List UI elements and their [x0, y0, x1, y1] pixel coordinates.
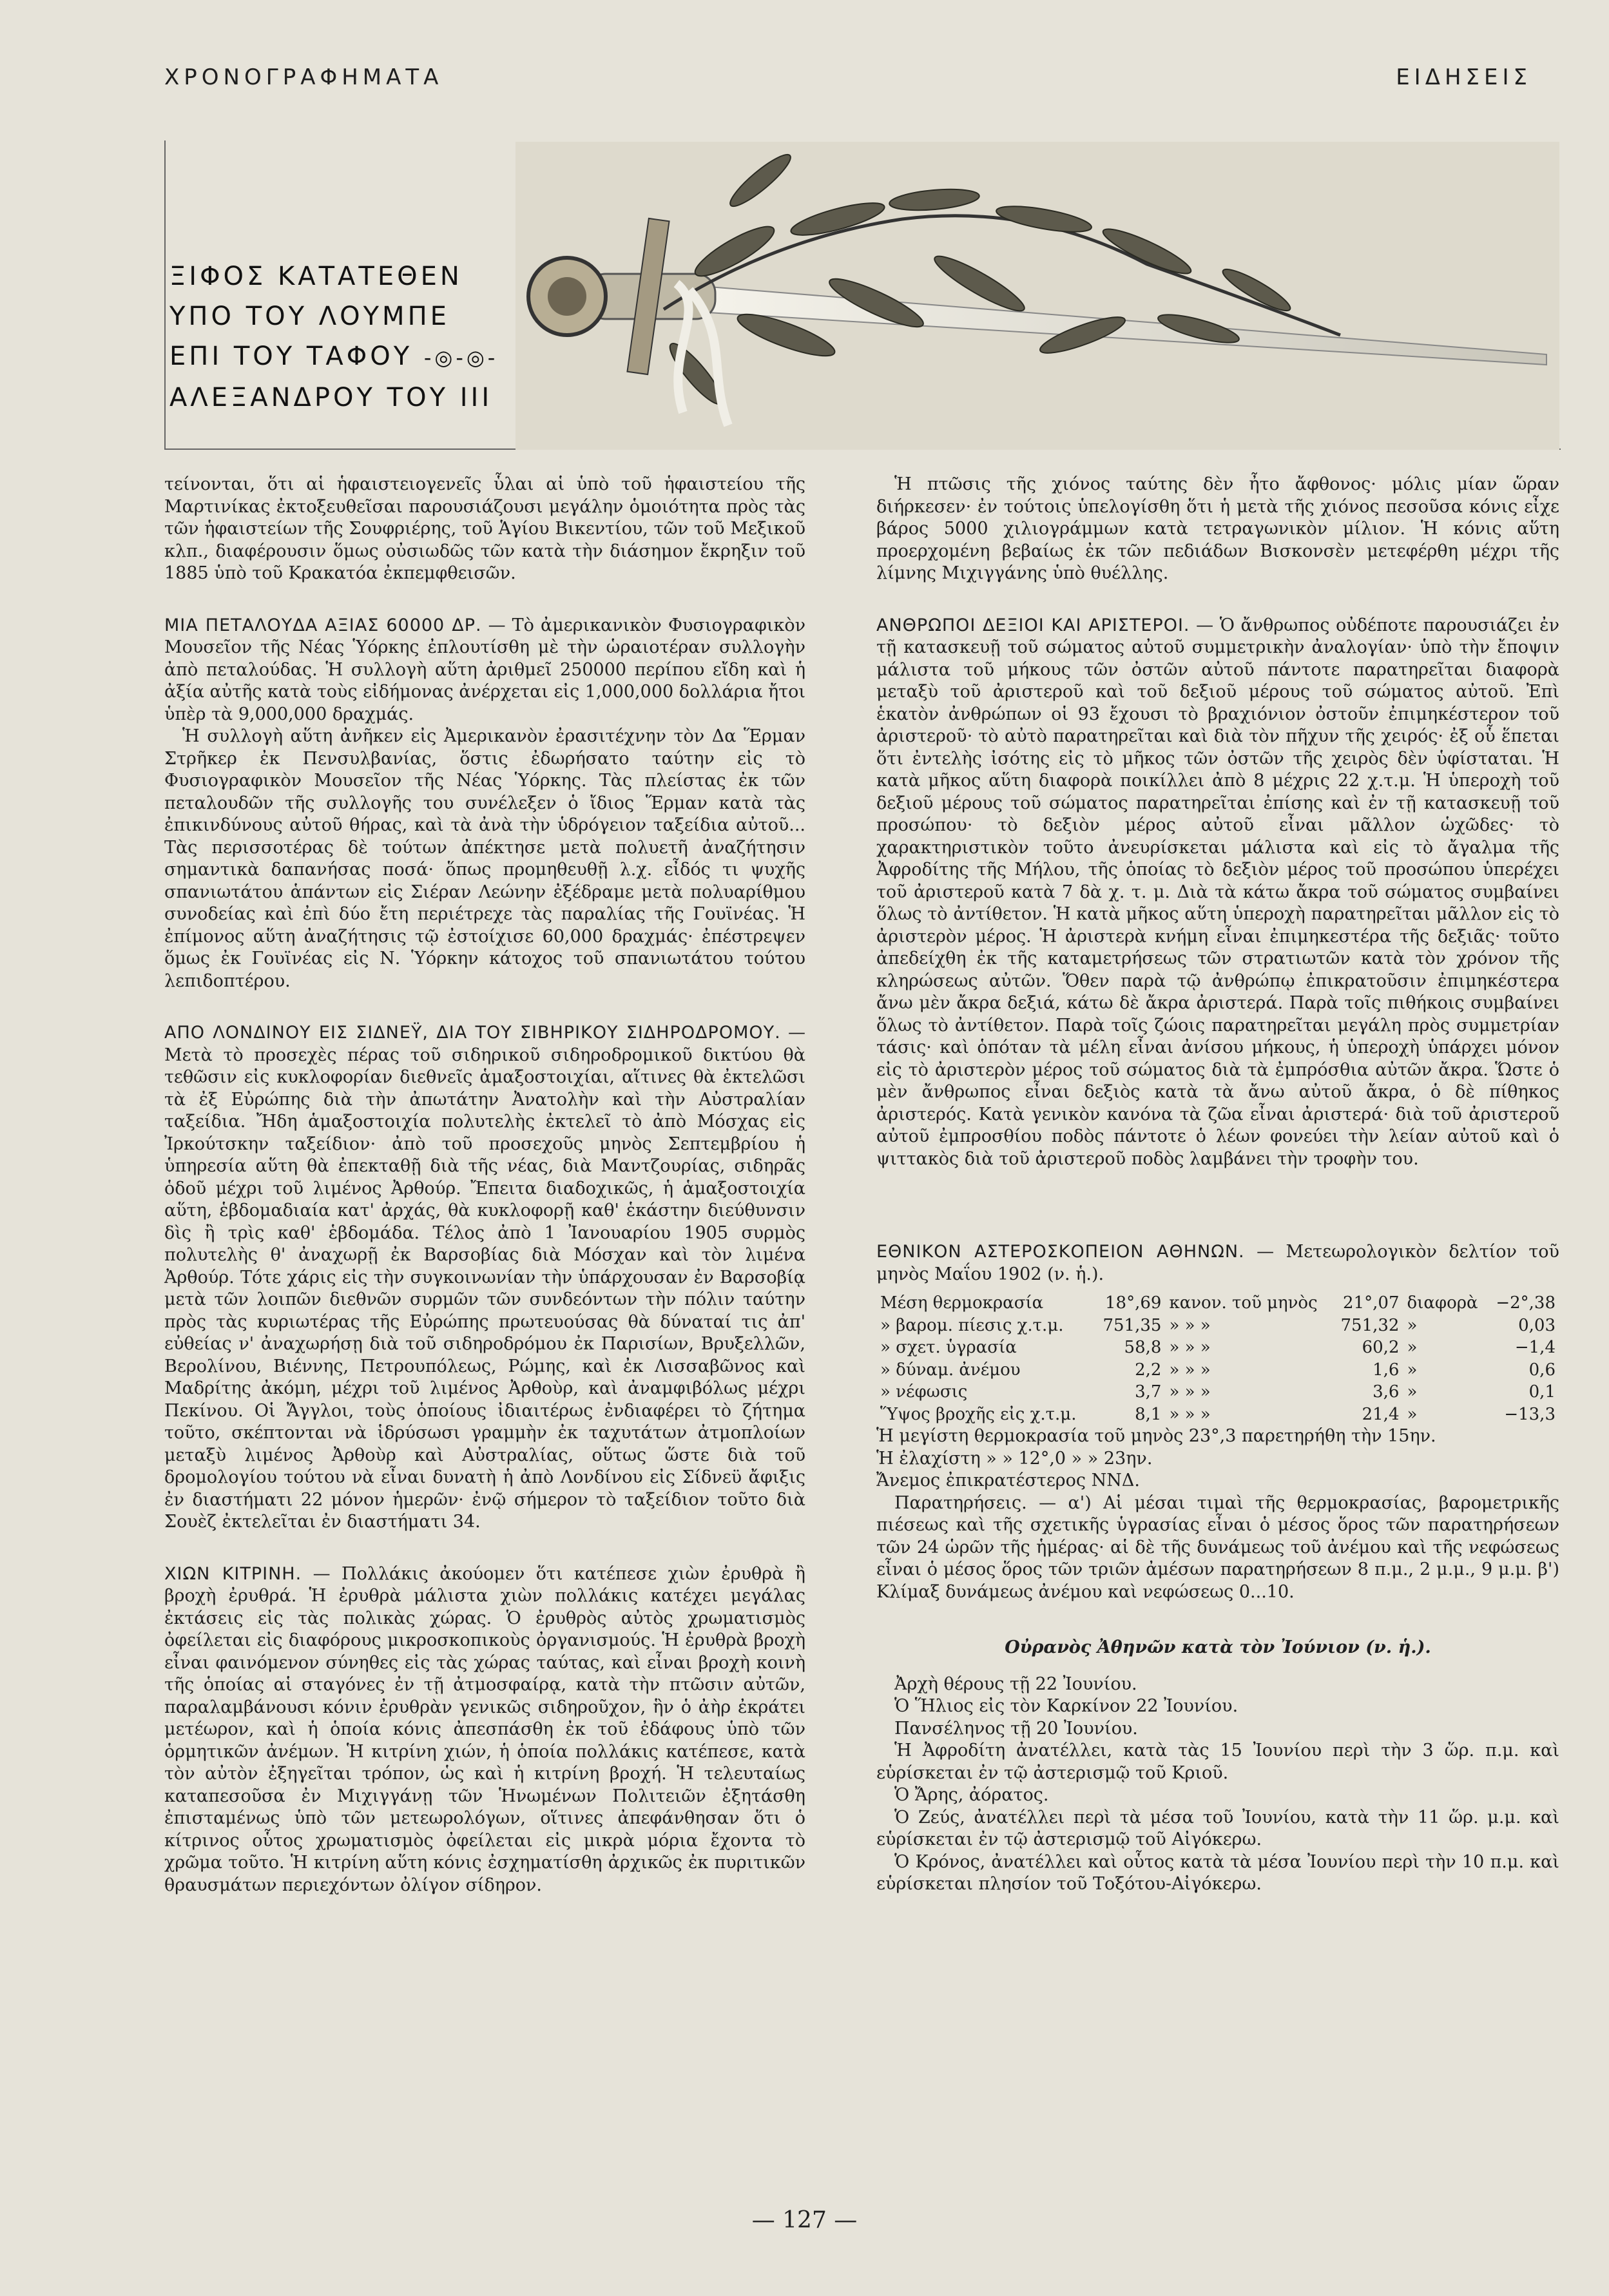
weather-cell: 3,6 [1373, 1382, 1400, 1402]
sky-line: Ἡ Ἀφροδίτη ἀνατέλλει, κατὰ τὰς 15 Ἰουνίου περὶ τὴν 3 ὥρ. π.μ. καὶ εὑρίσκεται ἐν τῷ ἀστερισμῷ τοῦ Κριοῦ. [876, 1741, 1559, 1783]
running-header-left: ΧΡΟΝΟΓΡΑΦΗΜΑΤΑ [164, 64, 443, 90]
sword-icon [515, 142, 1559, 450]
weather-cell: −13,3 [1504, 1404, 1556, 1424]
sword-caption-line: ΑΛΕΞΑΝΔΡΟΥ ΤΟΥ ΙΙΙ [169, 383, 493, 412]
weather-cell: 58,8 [1124, 1338, 1162, 1357]
sky-line: Ὁ Ἥλιος εἰς τὸν Καρκίνον 22 Ἰουνίου. [894, 1696, 1238, 1716]
weather-cell: 21,4 [1362, 1404, 1400, 1424]
weather-cell: 60,2 [1362, 1338, 1400, 1357]
weather-cell: −1,4 [1514, 1338, 1556, 1357]
left-intro-paragraph: τείνονται, ὅτι αἱ ἡφαιστειογενεῖς ὗλαι αἱ ὑπὸ τοῦ ἡφαιστείου τῆς Μαρτινίκας ἐκτοξευθεῖσαι παρουσιάζουσι μεγάλην ὁμοιότητα πρὸς τὰς τῶν ἡφαιστείων τῆς Σουφριέρης, τοῦ Ἁγίου Βικεντίου, τῶν τοῦ Μεξικοῦ κλπ., διαφέρουσιν ὅμως οὐσιωδῶς τῶν κατὰ τὴν διάσημον ἔκρηξιν τοῦ 1885 ὑπὸ τοῦ Κρακατόα ἐκπεμφθεισῶν. [164, 474, 805, 583]
weather-cell: 751,35 [1103, 1315, 1162, 1335]
sword-caption-line: ΥΠΟ ΤΟΥ ΛΟΥΜΠΕ [169, 302, 450, 331]
weather-cell: » » » [1169, 1382, 1211, 1402]
railway-paragraph: Μετὰ τὸ προσεχὲς πέρας τοῦ σιδηρικοῦ σιδηροδρομικοῦ δικτύου θὰ τεθῶσιν εἰς κυκλοφορίαν διεθνεῖς ἁμαξοστοιχίαι, αἵτινες θὰ ἐκτελῶσι τὰ ἐξ Εὐρώπης διὰ τὴν ἀπωτάτην Ἀνατολὴν καὶ τὴν Αὐστραλίαν ταξείδια. Ἤδη ἁμαξοστοιχία πολυτελὴς ἐκτελεῖ τὸ ἀπὸ Μόσχας εἰς Ἰρκούτσκην ταξείδιον· ἀπὸ τοῦ προσεχοῦς μηνὸς Σεπτεμβρίου ἡ ὑπηρεσία αὕτη θὰ ἐπεκταθῇ διὰ τῆς νέας, διὰ Μαντζουρίας, σιδηρᾶς ὁδοῦ μέχρι τοῦ λιμένος Ἀρθούρ. Ἔπειτα διαδοχικῶς, ἡ ἁμαξοστοιχία αὕτη, ἑβδομαδιαία κατ' ἀρχάς, θὰ κυκλοφορῇ καθ' ἑκάστην διεύθυνσιν δὶς ἢ τρὶς καθ' ἑβδομάδα. Τέλος ἀπὸ 1 Ἰανουαρίου 1905 συρμὸς πολυτελὴς θ' ἀναχωρῇ ἐκ Βαρσοβίας διὰ Μόσχαν καὶ τὸν λιμένα Ἀρθούρ. Τότε χάρις εἰς τὴν συγκοινωνίαν τὴν ὑπάρχουσαν ἐν Βαρσοβίᾳ μετὰ τῶν λοιπῶν διεθνῶν συρμῶν τῶν συνδεόντων τὴν πόλιν ταύτην πρὸς τὰς κυριωτέρας τῆς Εὐρώπης πρωτευούσας θὰ δύναταί τις ἀπ' εὐθείας ν' ἀναχωρήσῃ διὰ τοῦ σιδηροδρόμου ἐκ Παρισίων, Βρυξελλῶν, Βερολίνου, Βιέννης, Πετρουπόλεως, Ρώμης, καὶ ἐκ Λισσαβῶνος καὶ Μαδρίτης ἀκόμη, μέχρι τοῦ λιμένος Ἀρθοὺρ, καὶ ἀναμφιβόλως μέχρι Πεκίνου. Οἱ Ἄγγλοι, τοὺς ὁποίους ἰδιαιτέρως ἐνδιαφέρει τὸ ζήτημα τοῦτο, σκέπτονται νὰ ἱδρύσωσι γραμμὴν ἐκ ταχυτάτων ἀτμοπλοίων μεταξὺ λιμένος Ἀρθοὺρ καὶ Αὐστραλίας, οὕτως ὥστε διὰ τοῦ δρομολογίου τούτου νὰ εἶναι δυνατὴ ἡ ἀπὸ Λονδίνου εἰς Σίδνεϋ ἄφιξις ἐν διαστήματι 22 μόνον ἡμερῶν· ἐνῷ σήμερον τὸ ταξείδιον τοῦτο διὰ Σουὲζ ἐκτελεῖται ἐν διαστήματι 34. [164, 1045, 805, 1532]
weather-row [876, 1292, 1559, 1315]
prevailing-wind-line: Ἄνεμος ἐπικρατέστερος ΝΝΔ. [876, 1471, 1140, 1490]
railway-article: ΑΠΟ ΛΟΝΔΙΝΟΥ ΕΙΣ ΣΙΔΝΕΫ, ΔΙΑ ΤΟΥ ΣΙΒΗΡΙΚΟΥ ΣΙΔΗΡΟΔΡΟΜΟΥ. — Μετὰ τὸ προσεχὲς πέρας τοῦ σιδηρικοῦ σιδηροδρομικοῦ δικτύου θὰ τεθῶσιν εἰς κυκλοφορίαν διεθνεῖς ἁμαξοστοιχίαι, αἵτινες θὰ ἐκτελῶσι τὰ ἐξ Εὐρώπης διὰ τὴν ἀπωτάτην Ἀνατολὴν καὶ τὴν Αὐστραλίαν ταξείδια. Ἤδη ἁμαξοστοιχία πολυτελὴς ἐκτελεῖ τὸ ἀπὸ Μόσχας εἰς Ἰρκούτσκην ταξείδιον· ἀπὸ τοῦ προσεχοῦς μηνὸς Σεπτεμβρίου ἡ ὑπηρεσία αὕτη θὰ ἐπεκταθῇ διὰ τῆς νέας, διὰ Μαντζουρίας, σιδηρᾶς ὁδοῦ μέχρι τοῦ λιμένος Ἀρθούρ. Ἔπειτα διαδοχικῶς, ἡ ἁμαξοστοιχία αὕτη, ἑβδομαδιαία κατ' ἀρχάς, θὰ κυκλοφορῇ καθ' ἑκάστην διεύθυνσιν δὶς ἢ τρὶς καθ' ἑβδομάδα. Τέλος ἀπὸ 1 Ἰανουαρίου 1905 συρμὸς πολυτελὴς θ' ἀναχωρῇ ἐκ Βαρσοβίας διὰ Μόσχαν καὶ τὸν λιμένα Ἀρθούρ. Τότε χάρις εἰς τὴν συγκοινωνίαν τὴν ὑπάρχουσαν ἐν Βαρσοβίᾳ μετὰ τῶν λοιπῶν διεθνῶν συρμῶν τῶν συνδεόντων τὴν πόλιν ταύτην πρὸς τὰς κυριωτέρας τῆς Εὐρώπης πρωτευούσας θὰ δύναταί τις ἀπ' εὐθείας ν' ἀναχωρήσῃ διὰ τοῦ σιδηροδρόμου ἐκ Παρισίων, Βρυξελλῶν, Βερολίνου, Βιέννης, Πετρουπόλεως, Ρώμης, καὶ ἐκ Λισσαβῶνος καὶ Μαδρίτης ἀκόμη, μέχρι τοῦ λιμένος Ἀρθοὺρ, καὶ ἀναμφιβόλως μέχρι Πεκίνου. Οἱ Ἄγγλοι, τοὺς ὁποίους ἰδιαιτέρως ἐνδιαφέρει τὸ ζήτημα τοῦτο, σκέπτονται νὰ ἱδρύσωσι γραμμὴν ἐκ ταχυτάτων ἀτμοπλοίων μεταξὺ λιμένος Ἀρθοὺρ καὶ Αὐστραλίας, οὕτως ὥστε διὰ τοῦ δρομολογίου τούτου νὰ εἶναι δυνατὴ ἡ ἀπὸ Λονδίνου εἰς Σίδνεϋ ἄφιξις ἐν διαστήματι 22 μόνον ἡμερῶν· ἐνῷ σήμερον τὸ ταξείδιον τοῦτο διὰ Σουὲζ ἐκτελεῖται ἐν διαστήματι 34. [164, 1023, 805, 1532]
weather-cell: 2,2 [1135, 1360, 1162, 1380]
sky-line: Πανσέληνος τῇ 20 Ἰουνίου. [894, 1718, 1138, 1739]
page-number: — 127 — [751, 2207, 858, 2233]
weather-cell: » » » [1169, 1404, 1211, 1424]
weather-cell: Ὕψος βροχῆς εἰς χ.τ.μ. [880, 1404, 1077, 1424]
sword-caption-line: ΕΠΙ ΤΟΥ ΤΑΦΟΥ -◎-◎- [169, 342, 499, 371]
sword-caption [169, 256, 498, 418]
weather-cell: 1,6 [1373, 1360, 1400, 1380]
weather-cell: » δύναμ. ἀνέμου [880, 1360, 1021, 1380]
weather-cell: » » » [1169, 1338, 1211, 1357]
observatory-title: ΕΘΝΙΚΟΝ ΑΣΤΕΡΟΣΚΟΠΕΙΟΝ ΑΘΗΝΩΝ. [876, 1242, 1245, 1262]
right-column [876, 474, 1559, 1896]
weather-row [876, 1336, 1559, 1359]
yellow-snow-paragraph: Πολλάκις ἀκούομεν ὅτι κατέπεσε χιὼν ἐρυθρὰ ἢ βροχὴ ἐρυθρά. Ἡ ἐρυθρὰ μάλιστα χιὼν πολλάκις κατέχει μεγάλας ἐκτάσεις εἰς τὰς πολικὰς χώρας. Ὁ ἐρυθρὸς αὐτὸς χρωματισμὸς ὀφείλεται εἰς διαφόρους μικροσκοπικοὺς ὀργανισμούς. Ἡ ἐρυθρὰ βροχὴ εἶναι φαινόμενον σύνηθες εἰς τὰς χώρας ταύτας, καὶ εἶναι βροχὴ κοινὴ τῆς ὁποίας αἱ σταγόνες ἐν τῇ ἀτμοσφαίρᾳ, κατὰ τὴν πτῶσιν αὐτῶν, παραλαμβάνουσι κόνιν ἐρυθρὰν γενικῶς σιδηροῦχον, ἣν ὁ ἀὴρ ἐκράτει μετέωρον, καὶ ἡ ὁποία κόνις ἀπεσπάσθη ἐκ τοῦ ἐδάφους ὑπὸ τῶν ὁρμητικῶν ἀνέμων. Ἡ κιτρίνη χιών, ἡ ὁποία πολλάκις κατέπεσε, κατὰ τὸν αὐτὸν ἐξηγεῖται τρόπον, ὡς καὶ ἡ κιτρίνη βροχή. Ἡ τελευταίως καταπεσοῦσα ἐν Μιχιγγάνῃ τῶν Ἡνωμένων Πολιτειῶν ἐξητάσθη ἐπισταμένως ὑπὸ τῶν μετεωρολόγων, οἵτινες ἀπεφάνθησαν ὅτι ὁ κίτρινος οὗτος χρωματισμὸς ὀφείλεται εἰς μικρὰ μόρια ἔχοντα τὸ χρῶμα τοῦτο. Ἡ κιτρίνη αὕτη κόνις ἐσχηματίσθη ἀρχικῶς ἐκ πυριτικῶν θραυσμάτων περιεχόντων ὀλίγον σίδηρον. [164, 1563, 805, 1895]
weather-cell: » [1407, 1404, 1418, 1424]
weather-cell: » [1407, 1382, 1418, 1402]
sky-lines [876, 1674, 1559, 1896]
min-temperature-line: Ἡ ἐλαχίστη » » 12°,0 » » 23ην. [876, 1448, 1153, 1469]
weather-cell: 0,03 [1518, 1315, 1556, 1335]
sky-article [876, 1637, 1559, 1896]
weather-row [876, 1404, 1559, 1426]
weather-cell: 18°,69 [1105, 1293, 1162, 1313]
weather-cell: 21°,07 [1343, 1293, 1400, 1313]
weather-cell: » νέφωσις [880, 1382, 968, 1402]
weather-cell: −2°,38 [1496, 1293, 1556, 1313]
weather-cell: 0,1 [1528, 1382, 1556, 1402]
butterfly-title: ΜΙΑ ΠΕΤΑΛΟΥΔΑ ΑΞΙΑΣ 60000 ΔΡ. [164, 615, 482, 635]
weather-cell: κανον. τοῦ μηνὸς [1169, 1293, 1318, 1313]
railway-title: ΑΠΟ ΛΟΝΔΙΝΟΥ ΕΙΣ ΣΙΔΝΕΫ, ΔΙΑ ΤΟΥ ΣΙΒΗΡΙΚΟΥ ΣΙΔΗΡΟΔΡΟΜΟΥ. [164, 1023, 781, 1043]
observatory-note: Παρατηρήσεις. — α') Αἱ μέσαι τιμαὶ τῆς θερμοκρασίας, βαρομετρικῆς πιέσεως καὶ τῆς σχετικῆς ὑγρασίας εἶναι ὁ μέσος ὅρος τῶν παρατηρήσεων τῶν 24 ὡρῶν τῆς ἡμέρας· αἱ δὲ τῆς δυνάμεως τοῦ ἀνέμου καὶ τῆς νεφώσεως εἶναι ὁ μέσος ὅρος τῶν τριῶν ἀμέσων παρατηρήσεων 8 π.μ., 2 μ.μ., 9 μ.μ. β') Κλίμαξ δυνάμεως ἀνέμου καὶ νεφώσεως 0...10. [876, 1492, 1559, 1602]
yellow-snow-title: ΧΙΩΝ ΚΙΤΡΙΝΗ. [164, 1563, 302, 1584]
weather-cell: 3,7 [1135, 1382, 1162, 1402]
max-temperature-line: Ἡ μεγίστη θερμοκρασία τοῦ μηνὸς 23°,3 παρετηρήθη τὴν 15ην. [876, 1426, 1436, 1446]
weather-cell: Μέση θερμοκρασία [880, 1293, 1044, 1313]
yellow-snow-article: ΧΙΩΝ ΚΙΤΡΙΝΗ. — Πολλάκις ἀκούομεν ὅτι κατέπεσε χιὼν ἐρυθρὰ ἢ βροχὴ ἐρυθρά. Ἡ ἐρυθρὰ μάλιστα χιὼν πολλάκις κατέχει μεγάλας ἐκτάσεις εἰς τὰς πολικὰς χώρας. Ὁ ἐρυθρὸς αὐτὸς χρωματισμὸς ὀφείλεται εἰς διαφόρους μικροσκοπικοὺς ὀργανισμούς. Ἡ ἐρυθρὰ βροχὴ εἶναι φαινόμενον σύνηθες εἰς τὰς χώρας ταύτας, καὶ εἶναι βροχὴ κοινὴ τῆς ὁποίας αἱ σταγόνες ἐν τῇ ἀτμοσφαίρᾳ, κατὰ τὴν πτῶσιν αὐτῶν, παραλαμβάνουσι κόνιν ἐρυθρὰν γενικῶς σιδηροῦχον, ἣν ὁ ἀὴρ ἐκράτει μετέωρον, καὶ ἡ ὁποία κόνις ἀπεσπάσθη ἐκ τοῦ ἐδάφους ὑπὸ τῶν ὁρμητικῶν ἀνέμων. Ἡ κιτρίνη χιών, ἡ ὁποία πολλάκις κατέπεσε, κατὰ τὸν αὐτὸν ἐξηγεῖται τρόπον, ὡς καὶ ἡ κιτρίνη βροχή. Ἡ τελευταίως καταπεσοῦσα ἐν Μιχιγγάνῃ τῶν Ἡνωμένων Πολιτειῶν ἐξητάσθη ἐπισταμένως ὑπὸ τῶν μετεωρολόγων, οἵτινες ἀπεφάνθησαν ὅτι ὁ κίτρινος οὗτος χρωματισμὸς ὀφείλεται εἰς μικρὰ μόρια ἔχοντα τὸ χρῶμα τοῦτο. Ἡ κιτρίνη αὕτη κόνις ἐσχηματίσθη ἀρχικῶς ἐκ πυριτικῶν θραυσμάτων περιεχόντων ὀλίγον σίδηρον. [164, 1563, 805, 1895]
sword-photograph [515, 142, 1559, 450]
weather-row [876, 1381, 1559, 1404]
weather-cell: 8,1 [1135, 1404, 1162, 1424]
weather-row [876, 1315, 1559, 1337]
sword-caption-line: ΞΙΦΟΣ ΚΑΤΑΤΕΘΕΝ [169, 262, 463, 291]
weather-cell: » [1407, 1360, 1418, 1380]
butterfly-paragraph-1: Τὸ ἀμερικανικὸν Φυσιογραφικὸν Μουσεῖον τῆς Νέας Ὑόρκης ἐπλουτίσθη μὲ τὴν ὡραιοτέραν συλλογὴν ἀπὸ πεταλούδας. Ἡ συλλογὴ αὕτη ἀριθμεῖ 250000 περίπου εἴδη καὶ ἡ ἀξία αὐτῆς κατὰ τοὺς εἰδήμονας ἀνέρχεται εἰς 1,000,000 δολλάρια ἤτοι ὑπὲρ τὰ 9,000,000 δραχμάς. [164, 615, 805, 724]
weather-row [876, 1359, 1559, 1382]
weather-cell: διαφορὰ [1407, 1293, 1478, 1313]
weather-cell: 751,32 [1340, 1315, 1400, 1335]
right-intro-paragraph: Ἡ πτῶσις τῆς χιόνος ταύτης δὲν ἦτο ἄφθονος· μόλις μίαν ὥραν διήρκεσεν· ἐν τούτοις ὑπελογίσθη ὅτι ἡ μετὰ τῆς χιόνος πεσοῦσα κόνις εἶχε βάρος 5000 χιλιογράμμων κατὰ τετραγωνικὸν μίλιον. Ἡ κόνις αὕτη προερχομένη βεβαίως ἐκ τῶν πεδιάδων Βισκονσὲν μετεφέρθη μέχρι τῆς λίμνης Μιχιγγάνης ὑπὸ θυέλλης. [876, 474, 1559, 583]
sky-title: Οὐρανὸς Ἀθηνῶν κατὰ τὸν Ἰούνιον (ν. ἡ.). [1005, 1637, 1431, 1657]
sky-line: Ὁ Ἄρης, ἀόρατος. [894, 1785, 1049, 1805]
running-header-right: ΕΙΔΗΣΕΙΣ [1396, 64, 1532, 90]
butterfly-article: ΜΙΑ ΠΕΤΑΛΟΥΔΑ ΑΞΙΑΣ 60000 ΔΡ. — Τὸ ἀμερικανικὸν Φυσιογραφικὸν Μουσεῖον τῆς Νέας Ὑόρκης ἐπλουτίσθη μὲ τὴν ὡραιοτέραν συλλογὴν ἀπὸ πεταλούδας. Ἡ συλλογὴ αὕτη ἀριθμεῖ 250000 περίπου εἴδη καὶ ἡ ἀξία αὐτῆς κατὰ τοὺς εἰδήμονας ἀνέρχεται εἰς 1,000,000 δολλάρια ἤτοι ὑπὲρ τὰ 9,000,000 δραχμάς. Ἡ συλλογὴ αὕτη ἀνῆκεν εἰς Ἀμερικανὸν ἐρασιτέχνην τὸν Δα Ἕρμαν Στρῆκερ ἐκ Πενσυλβανίας, ὅστις ἐδωρήσατο ταύτην εἰς τὸ Φυσιογραφικὸν Μουσεῖον τῆς Νέας Ὑόρκης. Τὰς πλείστας ἐκ τῶν πεταλουδῶν τῆς συλλογῆς του συνέλεξεν ὁ ἴδιος Ἕρμαν κατὰ τὰς ἐπικινδύνους αὐτοῦ θήρας, καὶ τὰ ἀνὰ τὴν ὑδρόγειον ταξείδια αὐτοῦ... Τὰς περισσοτέρας δὲ τούτων ἀπέκτησε μετὰ πολυετῆ ἀναζήτησιν σημαντικὰ δαπανήσας ποσά· ὅπως προμηθευθῇ λ.χ. εἶδός τι ψυχῆς σπανιωτάτου ἁπάντων εἰς Σιέραν Λεώνην ἐξέδραμε μετὰ πολυαρίθμου συνοδείας καὶ ἐπὶ δύο ἔτη περιέτρεχε τὰς παραλίας τῆς Γουϊνέας. Ἡ ἐπίμονος αὕτη ἀναζήτησις τῷ ἐστοίχισε 60,000 δραχμάς· ἐπέστρεψεν ὅμως ἐκ Γουϊνέας εἰς Ν. Ὑόρκην κάτοχος τοῦ σπανιωτάτου τούτου λεπιδοπτέρου. [164, 615, 805, 993]
left-column [164, 474, 805, 1896]
left-right-paragraph: Ὁ ἄνθρωπος οὐδέποτε παρουσιάζει ἐν τῇ κατασκευῇ τοῦ σώματος αὐτοῦ συμμετρικὴν ἀναλογίαν· ὑπὸ τὴν ἔποψιν μάλιστα τοῦ μήκους τῶν ὀστῶν αὐτοῦ πάντοτε παρατηρεῖται διαφορὰ μεταξὺ τοῦ ἀριστεροῦ καὶ τοῦ δεξιοῦ μέρους τοῦ σώματος αὐτοῦ. Ἐπὶ ἑκατὸν ἀνθρώπων οἱ 93 ἔχουσι τὸ βραχιόνιον ὀστοῦν ἐπιμηκέστερον τοῦ ἀριστεροῦ· τὸ αὐτὸ παρατηρεῖται καὶ διὰ τὸν πῆχυν τῆς χειρός· ἐξ οὗ ἕπεται ὅτι ἐντελὴς ἰσότης εἰς τὸ μῆκος τῶν ὀστῶν τῆς χειρὸς δὲν ὑφίσταται. Ἡ κατὰ μῆκος αὕτη διαφορὰ ποικίλλει ἀπὸ 8 μέχρις 22 χ.τ.μ. Ἡ ὑπεροχὴ τοῦ δεξιοῦ μέρους τοῦ σώματος παρατηρεῖται ἐπίσης καὶ ἐν τῇ κατασκευῇ τοῦ προσώπου· τὸ δεξιὸν μέρος αὐτοῦ εἶναι μᾶλλον ὡχῶδες· τὸ χαρακτηριστικὸν τοῦτο ἀνευρίσκεται μάλιστα καὶ εἰς τὸ ἄγαλμα τῆς Ἀφροδίτης τῆς Μήλου, τῆς ὁποίας τὸ δεξιὸν μέρος τοῦ προσώπου ὑπερέχει τοῦ ἀριστεροῦ κατὰ 7 δὰ χ. τ. μ. Διὰ τὰ κάτω ἄκρα τοῦ σώματος συμβαίνει ὅλως τὸ ἀντίθετον. Ἡ κατὰ μῆκος αὕτη ὑπεροχὴ παρατηρεῖται μᾶλλον εἰς τὸ ἀριστερὸν μέρος. Ἡ ἀριστερὰ κνήμη εἶναι ἐπιμηκεστέρα τῆς δεξιᾶς· τοῦτο ἀπεδείχθη ἐκ τῆς καταμετρήσεως τῶν στρατιωτῶν κατὰ τὸν χρόνον τῆς κληρώσεως αὐτῶν. Ὅθεν παρὰ τῷ ἀνθρώπῳ ἐπικρατοῦσιν ἐπιμηκέστερα ἄνω μὲν ἄκρα δεξιά, κάτω δὲ ἄκρα ἀριστερά. Παρὰ τοῖς πιθήκοις συμβαίνει ὅλως τὸ ἀντίθετον. Παρὰ τοῖς ζώοις παρατηρεῖται μεγάλη πρὸς συμμετρίαν τάσις· καὶ ὁπόταν τὰ μέλη εἶναι ἀνίσου μήκους, ἡ ὑπεροχὴ ὑπάρχει μόνον εἰς τὸ ἀριστερὸν μέρος τοῦ σώματος διὰ τὰ ἐμπρόσθια αὐτῶν ἄκρα. Ὥστε ὁ μὲν ἄνθρωπος εἶναι δεξιὸς κατὰ τὰ ἄνω αὐτοῦ ἄκρα, ὁ δὲ πίθηκος ἀριστερός. Κατὰ γενικὸν κανόνα τὰ ζῶα εἶναι ἀριστερά· διὰ τοῦ ἀριστεροῦ αὐτοῦ ἐμπροσθίου ποδὸς πάντοτε ὁ λέων φονεύει τὴν λείαν αὐτοῦ καὶ ὁ ψιττακὸς διὰ τοῦ ἀριστεροῦ ποδὸς λαμβάνει τὴν τροφὴν του. [876, 615, 1559, 1169]
sky-line: Ἀρχὴ θέρους τῇ 22 Ἰουνίου. [894, 1674, 1137, 1694]
butterfly-paragraph-2: Ἡ συλλογὴ αὕτη ἀνῆκεν εἰς Ἀμερικανὸν ἐρασιτέχνην τὸν Δα Ἕρμαν Στρῆκερ ἐκ Πενσυλβανίας, ὅστις ἐδωρήσατο ταύτην εἰς τὸ Φυσιογραφικὸν Μουσεῖον τῆς Νέας Ὑόρκης. Τὰς πλείστας ἐκ τῶν πεταλουδῶν τῆς συλλογῆς του συνέλεξεν ὁ ἴδιος Ἕρμαν κατὰ τὰς ἐπικινδύνους αὐτοῦ θήρας, καὶ τὰ ἀνὰ τὴν ὑδρόγειον ταξείδια αὐτοῦ... Τὰς περισσοτέρας δὲ τούτων ἀπέκτησε μετὰ πολυετῆ ἀναζήτησιν σημαντικὰ δαπανήσας ποσά· ὅπως προμηθευθῇ λ.χ. εἶδός τι ψυχῆς σπανιωτάτου ἁπάντων εἰς Σιέραν Λεώνην ἐξέδραμε μετὰ πολυαρίθμου συνοδείας καὶ ἐπὶ δύο ἔτη περιέτρεχε τὰς παραλίας τῆς Γουϊνέας. Ἡ ἐπίμονος αὕτη ἀναζήτησις τῷ ἐστοίχισε 60,000 δραχμάς· ἐπέστρεψεν ὅμως ἐκ Γουϊνέας εἰς Ν. Ὑόρκην κάτοχος τοῦ σπανιωτάτου τούτου λεπιδοπτέρου. [164, 726, 805, 991]
weather-cell: 0,6 [1528, 1360, 1556, 1380]
weather-cell: » σχετ. ὑγρασία [880, 1338, 1017, 1357]
weather-cell: » » » [1169, 1315, 1211, 1335]
weather-cell: » [1407, 1338, 1418, 1357]
weather-table [876, 1292, 1559, 1425]
left-right-article: ΑΝΘΡΩΠΟΙ ΔΕΞΙΟΙ ΚΑΙ ΑΡΙΣΤΕΡΟΙ. — Ὁ ἄνθρωπος οὐδέποτε παρουσιάζει ἐν τῇ κατασκευῇ τοῦ σώματος αὐτοῦ συμμετρικὴν ἀναλογίαν· ὑπὸ τὴν ἔποψιν μάλιστα τοῦ μήκους τῶν ὀστῶν αὐτοῦ πάντοτε παρατηρεῖται διαφορὰ μεταξὺ τοῦ ἀριστεροῦ καὶ τοῦ δεξιοῦ μέρους τοῦ σώματος αὐτοῦ. Ἐπὶ ἑκατὸν ἀνθρώπων οἱ 93 ἔχουσι τὸ βραχιόνιον ὀστοῦν ἐπιμηκέστερον τοῦ ἀριστεροῦ· τὸ αὐτὸ παρατηρεῖται καὶ διὰ τὸν πῆχυν τῆς χειρός· ἐξ οὗ ἕπεται ὅτι ἐντελὴς ἰσότης εἰς τὸ μῆκος τῶν ὀστῶν τῆς χειρὸς δὲν ὑφίσταται. Ἡ κατὰ μῆκος αὕτη διαφορὰ ποικίλλει ἀπὸ 8 μέχρις 22 χ.τ.μ. Ἡ ὑπεροχὴ τοῦ δεξιοῦ μέρους τοῦ σώματος παρατηρεῖται ἐπίσης καὶ ἐν τῇ κατασκευῇ τοῦ προσώπου· τὸ δεξιὸν μέρος αὐτοῦ εἶναι μᾶλλον ὡχῶδες· τὸ χαρακτηριστικὸν τοῦτο ἀνευρίσκεται μάλιστα καὶ εἰς τὸ ἄγαλμα τῆς Ἀφροδίτης τῆς Μήλου, τῆς ὁποίας τὸ δεξιὸν μέρος τοῦ προσώπου ὑπερέχει τοῦ ἀριστεροῦ κατὰ 7 δὰ χ. τ. μ. Διὰ τὰ κάτω ἄκρα τοῦ σώματος συμβαίνει ὅλως τὸ ἀντίθετον. Ἡ κατὰ μῆκος αὕτη ὑπεροχὴ παρατηρεῖται μᾶλλον εἰς τὸ ἀριστερὸν μέρος. Ἡ ἀριστερὰ κνήμη εἶναι ἐπιμηκεστέρα τῆς δεξιᾶς· τοῦτο ἀπεδείχθη ἐκ τῆς καταμετρήσεως τῶν στρατιωτῶν κατὰ τὸν χρόνον τῆς κληρώσεως αὐτῶν. Ὅθεν παρὰ τῷ ἀνθρώπῳ ἐπικρατοῦσιν ἐπιμηκέστερα ἄνω μὲν ἄκρα δεξιά, κάτω δὲ ἄκρα ἀριστερά. Παρὰ τοῖς πιθήκοις συμβαίνει ὅλως τὸ ἀντίθετον. Παρὰ τοῖς ζώοις παρατηρεῖται μεγάλη πρὸς συμμετρίαν τάσις· καὶ ὁπόταν τὰ μέλη εἶναι ἀνίσου μήκους, ἡ ὑπεροχὴ ὑπάρχει μόνον εἰς τὸ ἀριστερὸν μέρος τοῦ σώματος διὰ τὰ ἐμπρόσθια αὐτῶν ἄκρα. Ὥστε ὁ μὲν ἄνθρωπος εἶναι δεξιὸς κατὰ τὰ ἄνω αὐτοῦ ἄκρα, ὁ δὲ πίθηκος ἀριστερός. Κατὰ γενικὸν κανόνα τὰ ζῶα εἶναι ἀριστερά· διὰ τοῦ ἀριστεροῦ αὐτοῦ ἐμπροσθίου ποδὸς πάντοτε ὁ λέων φονεύει τὴν λείαν αὐτοῦ καὶ ὁ ψιττακὸς διὰ τοῦ ἀριστεροῦ ποδὸς λαμβάνει τὴν τροφὴν του. [876, 615, 1559, 1169]
observatory-intro: Μετεωρολογικὸν δελτίον τοῦ μηνὸς Μαΐου 1902 (ν. ἡ.). [876, 1242, 1559, 1284]
weather-cell: » βαρομ. πίεσις χ.τ.μ. [880, 1315, 1064, 1335]
weather-cell: » » » [1169, 1360, 1211, 1380]
sky-line: Ὁ Κρόνος, ἀνατέλλει καὶ οὗτος κατὰ τὰ μέσα Ἰουνίου περὶ τὴν 10 π.μ. καὶ εὑρίσκεται πλησίον τοῦ Τοξότου-Αἰγόκερω. [876, 1851, 1559, 1894]
weather-cell: » [1407, 1315, 1418, 1335]
left-right-title: ΑΝΘΡΩΠΟΙ ΔΕΞΙΟΙ ΚΑΙ ΑΡΙΣΤΕΡΟΙ. [876, 615, 1190, 635]
sky-line: Ὁ Ζεύς, ἀνατέλλει περὶ τὰ μέσα τοῦ Ἰουνίου, κατὰ τὴν 11 ὥρ. μ.μ. καὶ εὑρίσκεται ἐν τῷ ἀστερισμῷ τοῦ Αἰγόκερω. [876, 1807, 1559, 1849]
observatory-article: ΕΘΝΙΚΟΝ ΑΣΤΕΡΟΣΚΟΠΕΙΟΝ ΑΘΗΝΩΝ. — Μετεωρολογικὸν δελτίον τοῦ μηνὸς Μαΐου 1902 (ν. ἡ.). Μέση θερμοκρασία 18°,69 κανον. τοῦ μηνὸς 21°,07 διαφορὰ −2°,38 » βαρομ. πίεσις χ.τ.μ. 751,35 » » » 751,32 » 0,03 » σχετ. ὑγρασία 58,8 » » » 60,2 » −1,4 » δύναμ. ἀνέμου 2,2 » » » 1,6 » 0,6 » νέφωσις 3,7 » » » 3,6 » 0,1 Ὕψος βροχῆς εἰς χ.τ.μ. 8,1 » » » 21,4 » −13,3 Ἡ μεγίστη θερμοκρασία τοῦ μηνὸς 23°,3 παρετηρήθη τὴν 15ην. Ἡ ἐλαχίστη » » 12°,0 » » 23ην. Ἄνεμος ἐπικρατέστερος ΝΝΔ. Παρατηρήσεις. — α') Αἱ μέσαι τιμαὶ τῆς θερμοκρασίας, βαρομετρικῆς πιέσεως καὶ τῆς σχετικῆς ὑγρασίας εἶναι ὁ μέσος ὅρος τῶν παρατηρήσεων τῶν 24 ὡρῶν τῆς ἡμέρας· αἱ δὲ τῆς δυνάμεως τοῦ ἀνέμου καὶ τῆς νεφώσεως εἶναι ὁ μέσος ὅρος τῶν τριῶν ἀμέσων παρατηρήσεων 8 π.μ., 2 μ.μ., 9 μ.μ. β') Κλίμαξ δυνάμεως ἀνέμου καὶ νεφώσεως 0...10. [876, 1241, 1559, 1603]
